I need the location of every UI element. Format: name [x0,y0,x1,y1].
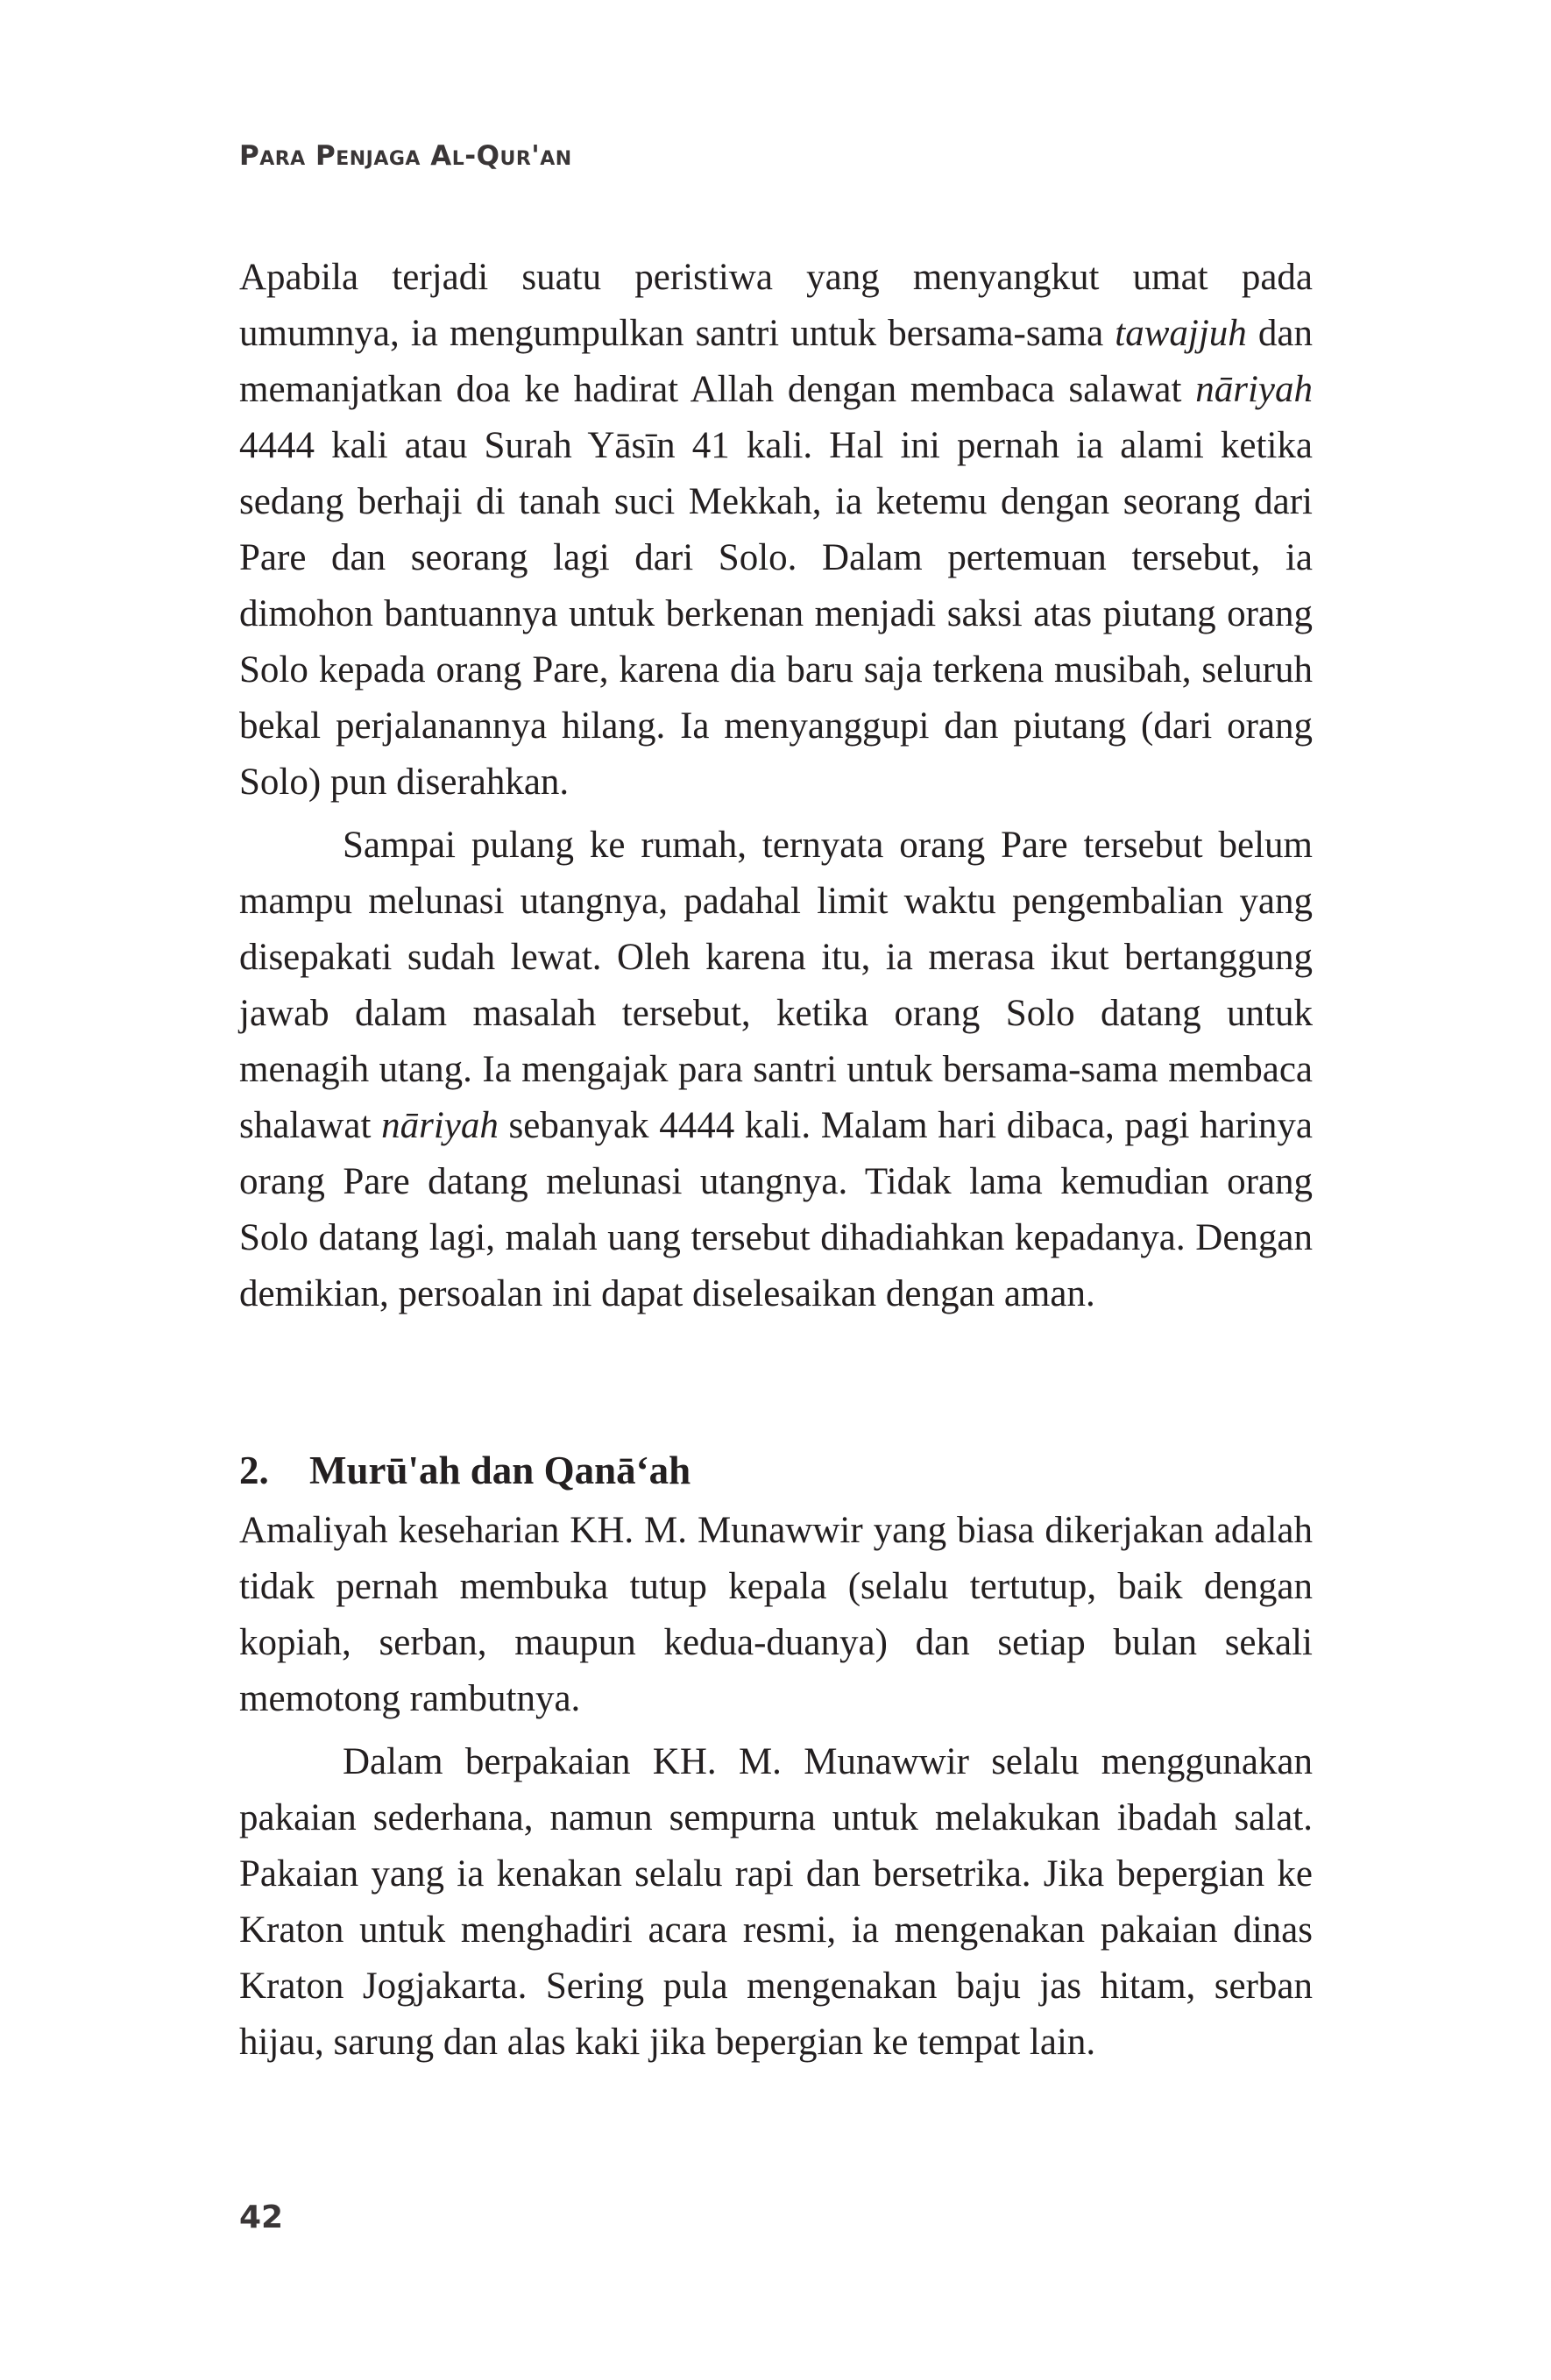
italic-term: nāriyah [1195,369,1313,410]
section-heading [239,1444,691,1497]
paragraph-4: Dalam berpakaian KH. M. Munawwir selalu menggunakan pakaian sederhana, namun sempurna untuk melakukan ibadah salat. Pakaian yang ia kenakan selalu rapi dan bersetrika. Jika bepergian ke Kraton untuk menghadiri acara resmi, ia mengenakan pakaian dinas Kraton Jogjakarta. Sering pula mengenakan baju jas hitam, serban hijau, sarung dan alas kaki jika bepergian ke tempat lain. [239,1741,1313,2063]
page-number: 42 [239,2199,284,2235]
section-title: Murū'ah dan Qanā‘ah [309,1449,691,1492]
italic-term: nāriyah [381,1105,499,1146]
paragraph-3: Amaliyah keseharian KH. M. Munawwir yang biasa dikerjakan adalah tidak pernah membuka tutup kepala (selalu tertutup, baik dengan kopiah, serban, maupun kedua-duanya) dan setiap bulan sekali memotong rambutnya. [239,1510,1313,1719]
paragraph-1: Apabila terjadi suatu peristiwa yang menyangkut umat pada umumnya, ia mengumpulkan santri untuk bersama-sama tawajjuh dan memanjatkan doa ke hadirat Allah dengan membaca salawat nāriyah 4444 kali atau Surah Yāsīn 41 kali. Hal ini pernah ia alami ketika sedang berhaji di tanah suci Mekkah, ia ketemu dengan seorang dari Pare dan seorang lagi dari Solo. Dalam pertemuan tersebut, ia dimohon bantuannya untuk berkenan menjadi saksi atas piutang orang Solo kepada orang Pare, karena dia baru saja terkena musibah, seluruh bekal perjalanannya hilang. Ia menyanggupi dan piutang (dari orang Solo) pun diserahkan. [239,257,1313,803]
text-block-lower [239,1503,1313,2071]
italic-term: tawajjuh [1115,313,1247,354]
text-block-upper [239,250,1313,1322]
paragraph-2: Sampai pulang ke rumah, ternyata orang Pare tersebut belum mampu melunasi utangnya, padahal limit waktu pengembalian yang disepakati sudah lewat. Oleh karena itu, ia merasa ikut bertanggung jawab dalam masalah tersebut, ketika orang Solo datang untuk menagih utang. Ia mengajak para santri untuk bersama-sama membaca shalawat nāriyah sebanyak 4444 kali. Malam hari dibaca, pagi harinya orang Pare datang melunasi utangnya. Tidak lama kemudian orang Solo datang lagi, malah uang tersebut dihadiahkan kepadanya. Dengan demikian, persoalan ini dapat diselesaikan dengan aman. [239,825,1314,1314]
running-head: Para Penjaga Al-Qur'an [239,140,572,172]
section-number: 2. [239,1449,269,1492]
